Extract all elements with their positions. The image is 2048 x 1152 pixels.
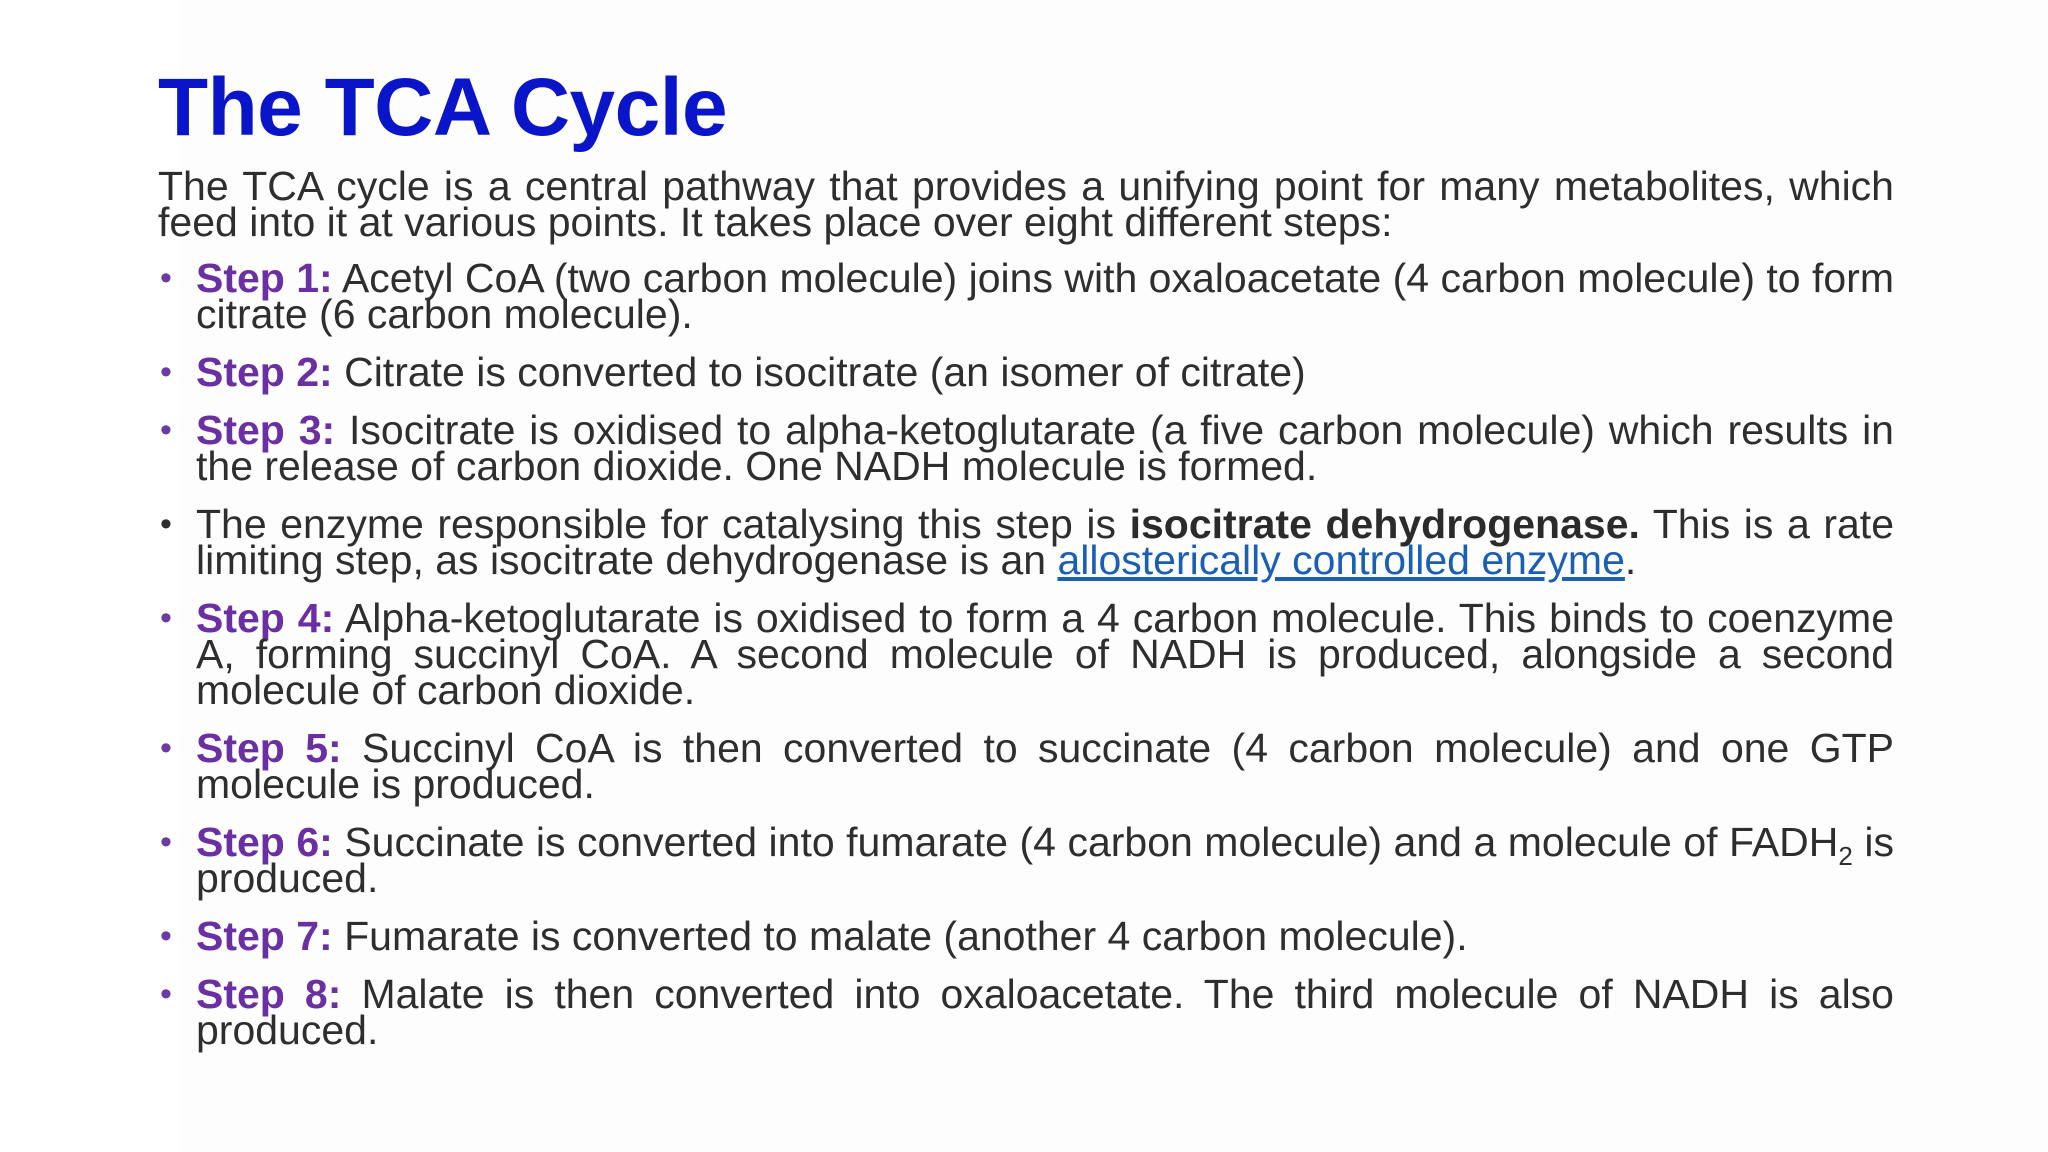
step-text: Isocitrate is oxidised to alpha-ketoglutarate (a five carbon molecule) which results in the release of carbon dioxide. One NADH molecule is formed. xyxy=(196,407,1894,489)
step-text-after: is produced. xyxy=(196,819,1894,901)
bullet-icon: • xyxy=(160,353,172,391)
step-label: Step 5: xyxy=(196,725,342,771)
list-item-step-2 xyxy=(158,349,1894,395)
bullet-icon: • xyxy=(160,729,172,767)
list-item-enzyme-note xyxy=(158,501,1894,583)
enzyme-text-before: The enzyme responsible for catalysing this step is xyxy=(196,501,1130,547)
list-item-step-5 xyxy=(158,725,1894,807)
enzyme-text-after: . xyxy=(1624,537,1637,583)
steps-list xyxy=(158,255,1894,1053)
list-item-step-7 xyxy=(158,913,1894,959)
list-item-step-1 xyxy=(158,255,1894,337)
bullet-icon: • xyxy=(160,599,172,637)
list-item-step-8 xyxy=(158,971,1894,1053)
enzyme-name: isocitrate dehydrogenase. xyxy=(1129,501,1640,547)
bullet-icon: • xyxy=(160,975,172,1013)
list-item-step-4 xyxy=(158,595,1894,713)
step-label: Step 3: xyxy=(196,407,336,453)
step-text: Succinyl CoA is then converted to succinate (4 carbon molecule) and one GTP molecule is produced. xyxy=(196,725,1894,807)
step-text: Citrate is converted to isocitrate (an isomer of citrate) xyxy=(332,349,1306,395)
slide-title: The TCA Cycle xyxy=(158,62,728,153)
bullet-icon: • xyxy=(160,411,172,449)
bullet-icon: • xyxy=(160,259,172,297)
step-label: Step 1: xyxy=(196,255,333,301)
step-text: Succinate is converted into fumarate (4 carbon molecule) and a molecule of FADH xyxy=(332,819,1839,865)
step-label: Step 7: xyxy=(196,913,333,959)
step-text: Alpha-ketoglutarate is oxidised to form a 4 carbon molecule. This binds to coenzyme A, forming succinyl CoA. A second molecule of NADH is produced, alongside a second molecule of carbon dioxide. xyxy=(196,595,1894,713)
list-item-step-6 xyxy=(158,819,1894,901)
bullet-icon: • xyxy=(160,823,172,861)
step-text: Malate is then converted into oxaloacetate. The third molecule of NADH is also produced. xyxy=(196,971,1894,1053)
bullet-icon: • xyxy=(160,505,172,543)
enzyme-text-middle: This is a rate limiting step, as isocitrate dehydrogenase is an xyxy=(196,501,1894,583)
step-text: Acetyl CoA (two carbon molecule) joins with oxaloacetate (4 carbon molecule) to form citrate (6 carbon molecule). xyxy=(196,255,1894,337)
allosteric-enzyme-link[interactable]: allosterically controlled enzyme xyxy=(1057,537,1625,583)
step-label: Step 4: xyxy=(196,595,335,641)
subscript-2: 2 xyxy=(1838,841,1853,872)
step-text: Fumarate is converted to malate (another 4 carbon molecule). xyxy=(332,913,1468,959)
intro-paragraph: The TCA cycle is a central pathway that provides a unifying point for many metabolites, which feed into it at various points. It takes place over eight different steps: xyxy=(158,163,1894,245)
list-item-step-3 xyxy=(158,407,1894,489)
slide-content xyxy=(158,163,1894,1070)
bullet-icon: • xyxy=(160,917,172,955)
step-label: Step 8: xyxy=(196,971,342,1017)
step-label: Step 6: xyxy=(196,819,333,865)
step-label: Step 2: xyxy=(196,349,333,395)
